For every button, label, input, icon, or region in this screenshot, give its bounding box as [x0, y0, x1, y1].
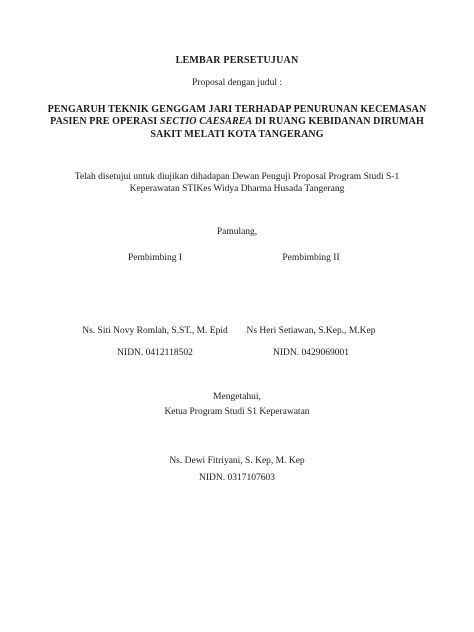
proposal-subtitle: Proposal dengan judul : [192, 78, 282, 88]
supervisor-1-label: Pembimbing I [127, 253, 183, 263]
approval-statement-line-2: Keperawatan STIKes Widya Dharma Husada Tangerang [129, 184, 345, 194]
supervisor-1-name: Ns. Siti Novy Romlah, S.ST., M. Epid [82, 326, 228, 336]
program-head-name: Ns. Dewi Fitriyani, S. Kep, M. Kep [169, 456, 305, 466]
place-date: Pamulang, [216, 227, 258, 237]
proposal-title-line-2-suffix: DI RUANG KEBIDANAN DIRUMAH [252, 116, 424, 127]
program-head-role: Ketua Program Studi S1 Keperawatan [164, 407, 310, 417]
document-title: LEMBAR PERSETUJUAN [175, 55, 299, 66]
supervisor-1-nidn: NIDN. 0412118502 [117, 348, 193, 358]
proposal-title-line-2-prefix: PASIEN PRE OPERASI [50, 116, 160, 127]
proposal-title-line-1: PENGARUH TEKNIK GENGGAM JARI TERHADAP PENURUNAN KECEMASAN [47, 104, 427, 115]
approval-statement-line-1: Telah disetujui untuk diujikan dihadapan Dewan Penguji Proposal Program Studi S-1 [74, 172, 400, 182]
proposal-title-line-2-italic: SECTIO CAESAREA [159, 116, 253, 127]
proposal-title-line-2 [0, 116, 474, 127]
supervisor-2-label: Pembimbing II [282, 253, 340, 263]
proposal-title-line-3: SAKIT MELATI KOTA TANGERANG [150, 129, 324, 140]
acknowledgement-label: Mengetahui, [213, 392, 261, 402]
supervisor-2-name: Ns Heri Setiawan, S.Kep., M.Kep [246, 326, 376, 336]
supervisor-2-nidn: NIDN. 0429069001 [273, 348, 349, 358]
program-head-nidn: NIDN. 0317107603 [199, 473, 275, 483]
